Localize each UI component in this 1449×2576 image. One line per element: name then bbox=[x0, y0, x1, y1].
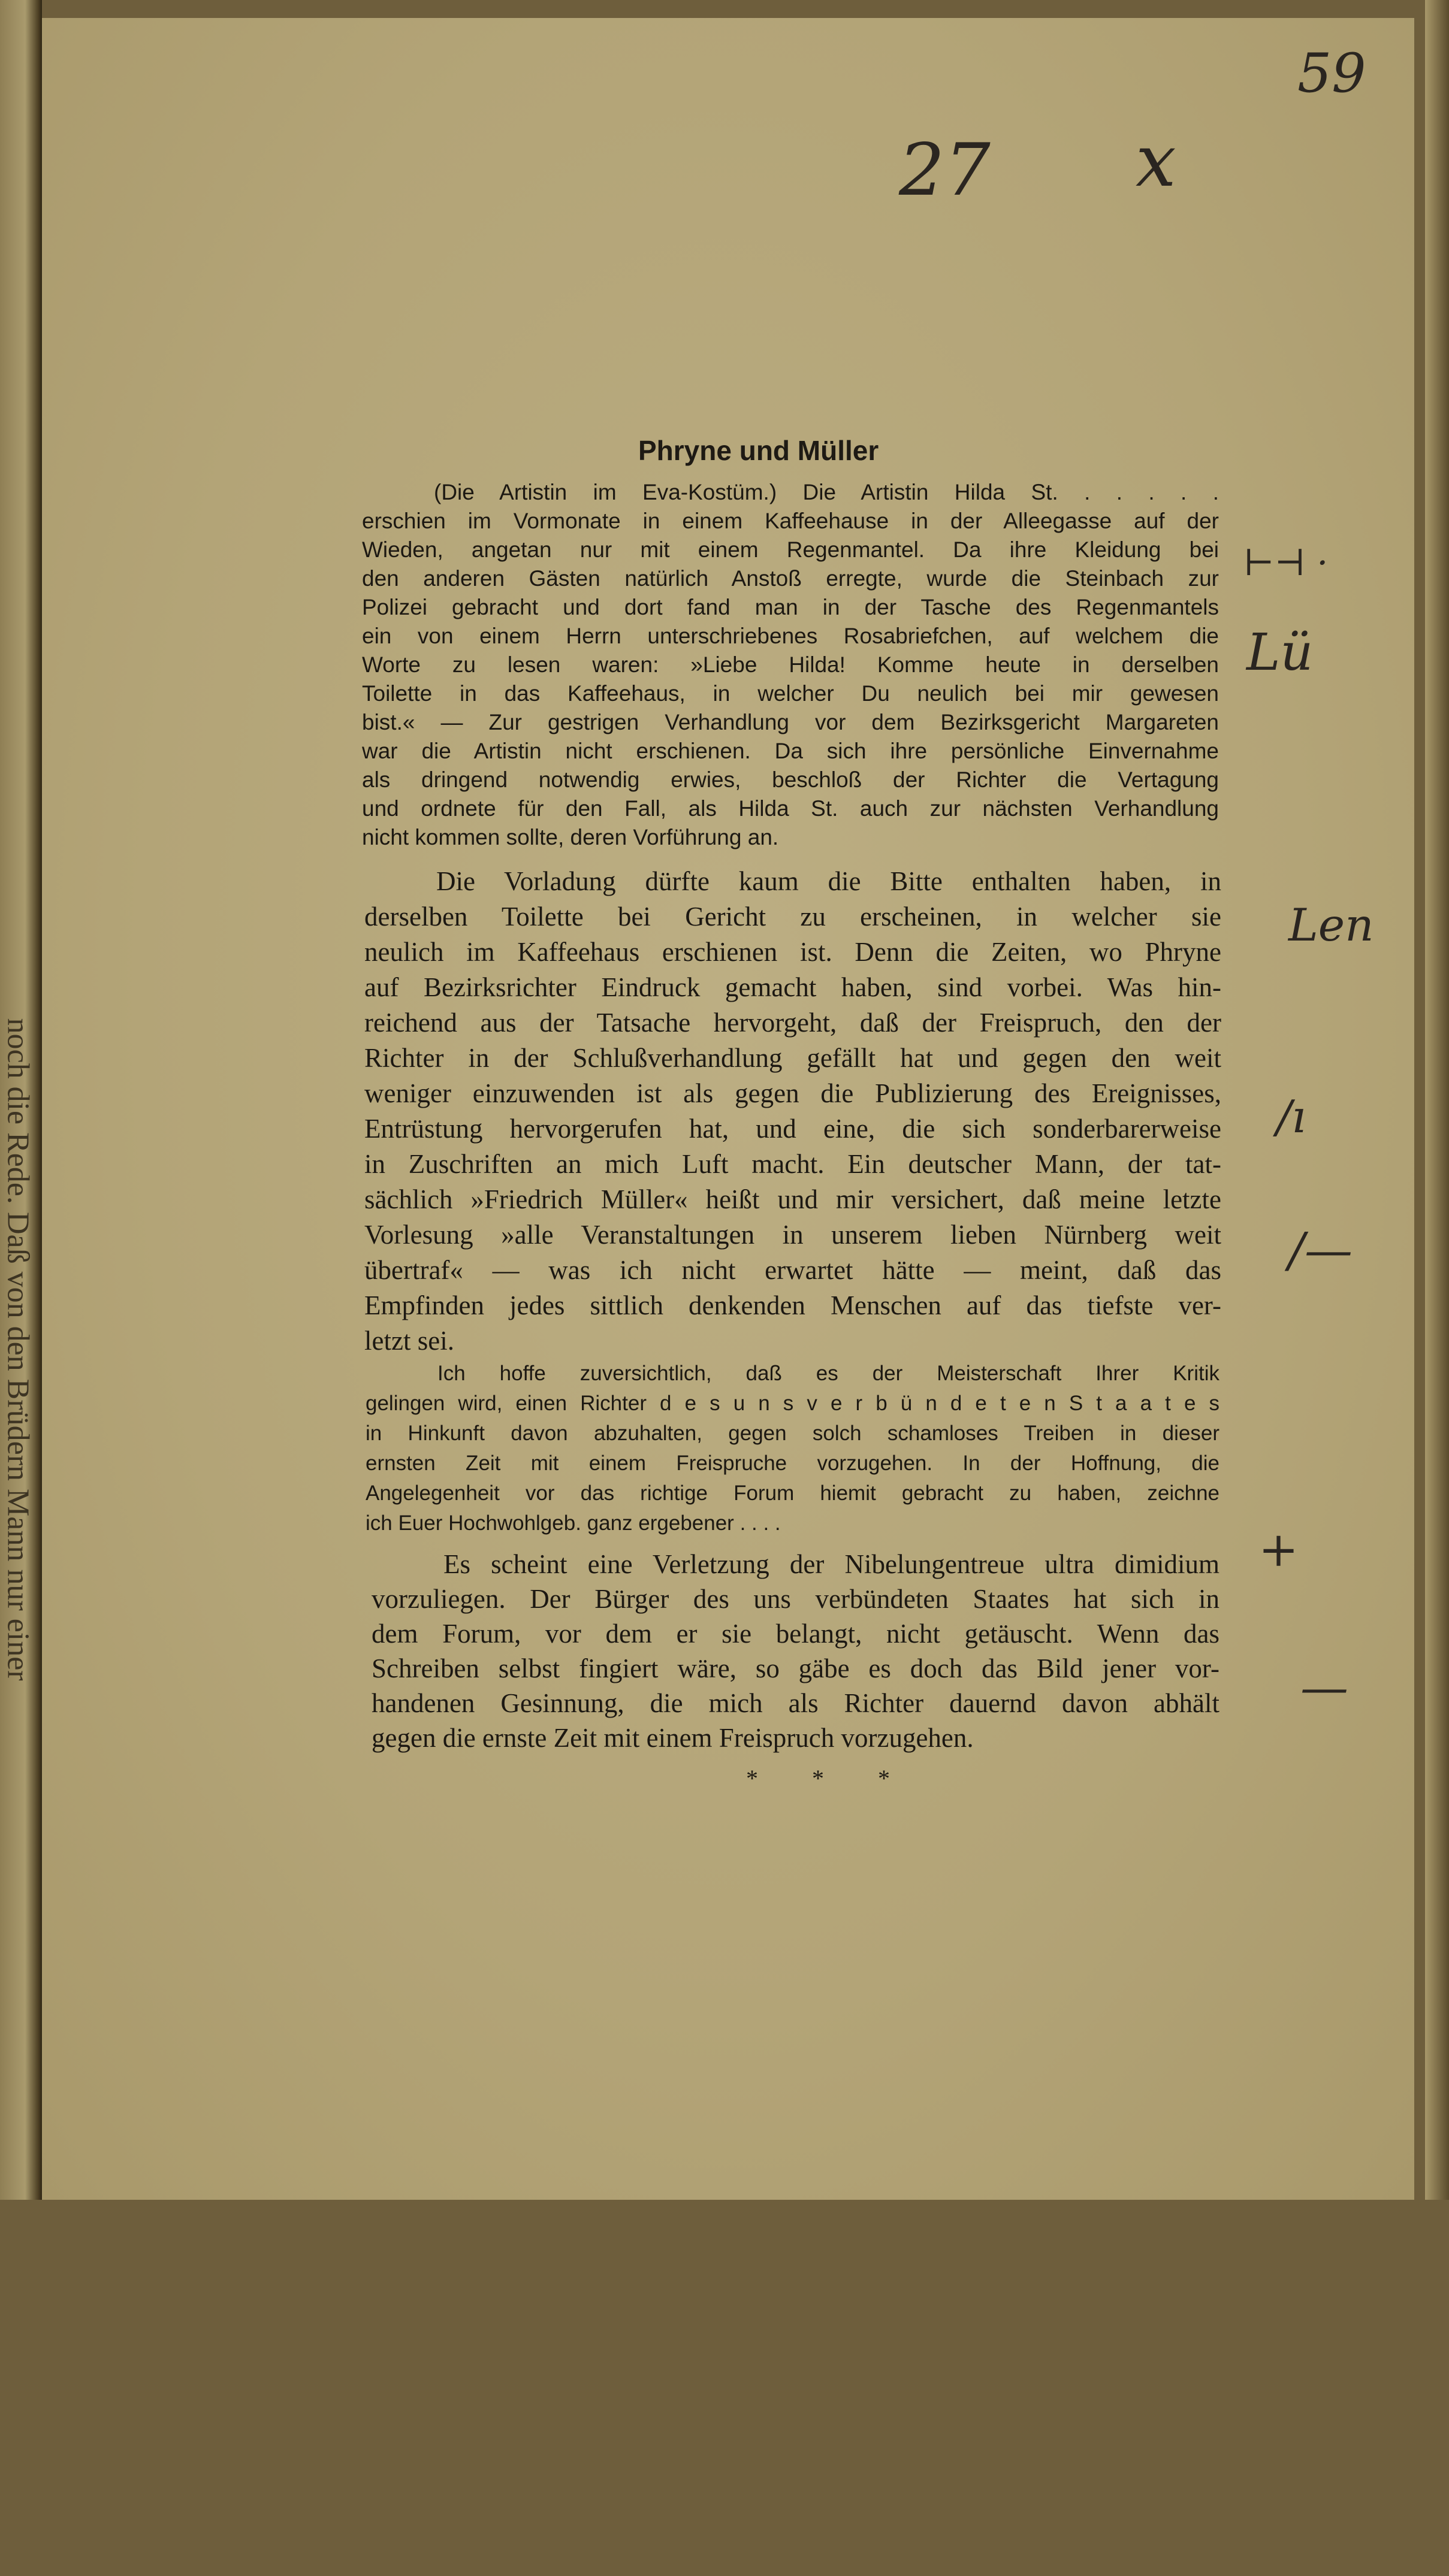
text-line: gegen die ernste Zeit mit einem Freispruch vorzugehen. bbox=[372, 1723, 974, 1753]
text-line: reichend aus der Tatsache hervorgeht, daß der Freispruch, den der bbox=[364, 1008, 1221, 1038]
text-line: handenen Gesinnung, die mich als Richter dauernd davon abhält bbox=[372, 1688, 1219, 1718]
margin-mark: — bbox=[1300, 1659, 1348, 1715]
text-line: Richter in der Schlußverhandlung gefällt hat und gegen den weit bbox=[364, 1043, 1221, 1073]
margin-mark: ⊢⊣ · bbox=[1243, 542, 1329, 584]
text-line: ernsten Zeit mit einem Freispruche vorzugehen. In der Hoffnung, die bbox=[366, 1452, 1219, 1475]
page-edge-shadow bbox=[1425, 0, 1449, 2200]
text-line: Entrüstung hervorgerufen hat, und eine, die sich sonderbarerweise bbox=[364, 1114, 1221, 1144]
text-line: letzt sei. bbox=[364, 1326, 454, 1356]
handwritten-cross-mark: x bbox=[1136, 120, 1176, 203]
text-line: Ich hoffe zuversichtlich, daß es der Meisterschaft Ihrer Kritik bbox=[437, 1362, 1219, 1385]
article-paragraph bbox=[372, 1547, 1219, 1755]
text-line: ein von einem Herrn unterschriebenes Rosabriefchen, auf welchem die bbox=[362, 624, 1219, 648]
text-line: dem Forum, vor dem er sie belangt, nicht getäuscht. Wenn das bbox=[372, 1619, 1219, 1649]
margin-mark: + bbox=[1258, 1522, 1299, 1577]
text-line: in Hinkunft davon abzuhalten, gegen solch schamloses Treiben in dieser bbox=[366, 1422, 1219, 1445]
text-line: Schreiben selbst fingiert wäre, so gäbe es doch das Bild jener vor- bbox=[372, 1653, 1219, 1683]
text-line: Polizei gebracht und dort fand man in der Tasche des Regenmantels bbox=[362, 595, 1219, 619]
text-line: gelingen wird, einen Richter d e s u n s v e r b ü n d e t e n S t a a t e s bbox=[366, 1392, 1219, 1415]
margin-mark: /— bbox=[1288, 1222, 1353, 1278]
text-line: als dringend notwendig erwies, beschloß der Richter die Vertagung bbox=[362, 767, 1219, 792]
margin-mark: Len bbox=[1288, 899, 1374, 951]
text-line: bist.« — Zur gestrigen Verhandlung vor dem Bezirksgericht Margareten bbox=[362, 710, 1219, 734]
text-line: Worte zu lesen waren: »Liebe Hilda! Komme heute in derselben bbox=[362, 652, 1219, 677]
adjacent-page-edge bbox=[0, 0, 42, 2200]
text-line: übertraf« — was ich nicht erwartet hätte — meint, daß das bbox=[364, 1255, 1221, 1285]
text-line: Wieden, angetan nur mit einem Regenmantel. Da ihre Kleidung bei bbox=[362, 537, 1219, 562]
article-paragraph bbox=[364, 864, 1221, 1359]
handwritten-page-number: 59 bbox=[1297, 42, 1366, 105]
margin-mark: /ı bbox=[1276, 1090, 1306, 1143]
text-line: war die Artistin nicht erschienen. Da sich ihre persönliche Einvernahme bbox=[362, 739, 1219, 763]
article-paragraph bbox=[366, 1355, 1219, 1538]
text-line: den anderen Gästen natürlich Anstoß erregte, wurde die Steinbach zur bbox=[362, 566, 1219, 591]
text-line: Toilette in das Kaffeehaus, in welcher Du neulich bei mir gewesen bbox=[362, 681, 1219, 706]
section-break: * * * bbox=[746, 1765, 914, 1792]
text-line: und ordnete für den Fall, als Hilda St. auch zur nächsten Verhandlung bbox=[362, 796, 1219, 821]
text-line: in Zuschriften an mich Luft macht. Ein deutscher Mann, der tat- bbox=[364, 1149, 1221, 1179]
text-line: ich Euer Hochwohlgeb. ganz ergebener . . . . bbox=[366, 1511, 781, 1535]
text-line: Empfinden jedes sittlich denkenden Menschen auf das tiefste ver- bbox=[364, 1290, 1221, 1320]
text-line: auf Bezirksrichter Eindruck gemacht haben, sind vorbei. Was hin- bbox=[364, 972, 1221, 1002]
text-line: Es scheint eine Verletzung der Nibelungentreue ultra dimidium bbox=[443, 1549, 1219, 1579]
text-line: sächlich »Friedrich Müller« heißt und mir versichert, daß meine letzte bbox=[364, 1184, 1221, 1214]
handwritten-folio-number: 27 bbox=[899, 129, 991, 212]
text-line: erschien im Vormonate in einem Kaffeehause in der Alleegasse auf der bbox=[362, 509, 1219, 533]
text-line: Angelegenheit vor das richtige Forum hiemit gebracht zu haben, zeichne bbox=[366, 1481, 1219, 1505]
margin-mark: Lü bbox=[1246, 623, 1314, 682]
text-line: Die Vorladung dürfte kaum die Bitte enthalten haben, in bbox=[436, 866, 1221, 896]
text-line: derselben Toilette bei Gericht zu erscheinen, in welcher sie bbox=[364, 902, 1221, 932]
text-line: neulich im Kaffeehaus erschienen ist. Denn die Zeiten, wo Phryne bbox=[364, 937, 1221, 967]
text-line: (Die Artistin im Eva-Kostüm.) Die Artistin Hilda St. . . . . . bbox=[434, 480, 1219, 504]
text-line: weniger einzuwenden ist als gegen die Publizierung des Ereignisses, bbox=[364, 1078, 1221, 1108]
text-line: nicht kommen sollte, deren Vorführung an. bbox=[362, 825, 779, 849]
adjacent-page-text: noch die Rede. Daß von den Brüdern Mann nur einer bbox=[1, 1018, 35, 1681]
text-line: vorzuliegen. Der Bürger des uns verbündeten Staates hat sich in bbox=[372, 1584, 1219, 1614]
text-line: Vorlesung »alle Veranstaltungen in unserem lieben Nürnberg weit bbox=[364, 1220, 1221, 1250]
article-title: Phryne und Müller bbox=[638, 435, 879, 466]
article-paragraph bbox=[362, 478, 1219, 852]
